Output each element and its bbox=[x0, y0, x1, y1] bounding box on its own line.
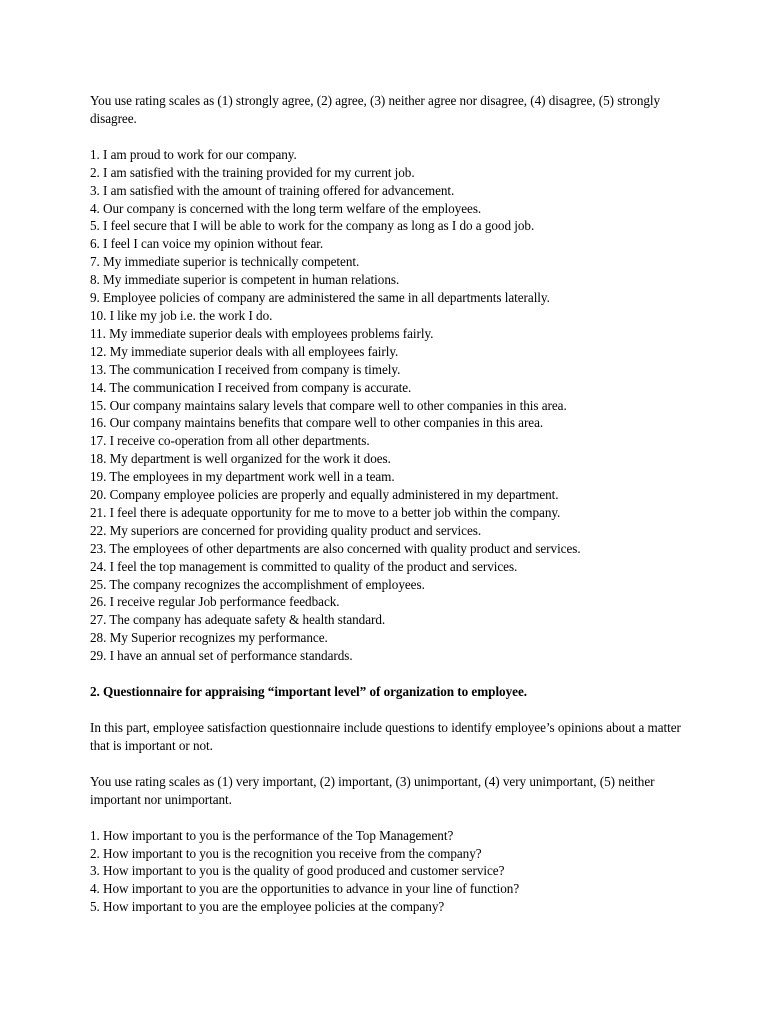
question-item: 10. I like my job i.e. the work I do. bbox=[90, 307, 273, 323]
question-item: 26. I receive regular Job performance feedback. bbox=[90, 594, 340, 610]
question-item: 5. How important to you are the employee policies at the company? bbox=[90, 899, 445, 915]
question-item: 17. I receive co-operation from all other departments. bbox=[90, 433, 370, 449]
question-item: 1. I am proud to work for our company. bbox=[90, 146, 297, 162]
document-page bbox=[90, 92, 690, 916]
question-item: 8. My immediate superior is competent in human relations. bbox=[90, 272, 400, 288]
question-item: 16. Our company maintains benefits that compare well to other companies in this area. bbox=[90, 415, 544, 431]
question-item: 22. My superiors are concerned for providing quality product and services. bbox=[90, 522, 482, 538]
question-item: 24. I feel the top management is committed to quality of the product and services. bbox=[90, 558, 518, 574]
section1-question-list bbox=[90, 146, 690, 665]
question-item: 3. How important to you is the quality of good produced and customer service? bbox=[90, 863, 505, 879]
question-item: 4. How important to you are the opportunities to advance in your line of function? bbox=[90, 881, 520, 897]
question-item: 28. My Superior recognizes my performance. bbox=[90, 630, 328, 646]
question-item: 25. The company recognizes the accomplishment of employees. bbox=[90, 576, 425, 592]
question-item: 2. How important to you is the recognition you receive from the company? bbox=[90, 845, 482, 861]
spacer bbox=[90, 701, 690, 719]
question-item: 29. I have an annual set of performance standards. bbox=[90, 648, 353, 664]
section2-heading: 2. Questionnaire for appraising “important level” of organization to employee. bbox=[90, 684, 527, 700]
question-item: 11. My immediate superior deals with employees problems fairly. bbox=[90, 325, 434, 341]
question-item: 1. How important to you is the performance of the Top Management? bbox=[90, 827, 454, 843]
spacer bbox=[90, 755, 690, 773]
question-item: 2. I am satisfied with the training provided for my current job. bbox=[90, 164, 415, 180]
question-item: 4. Our company is concerned with the long term welfare of the employees. bbox=[90, 200, 482, 216]
question-item: 3. I am satisfied with the amount of training offered for advancement. bbox=[90, 182, 455, 198]
question-item: 19. The employees in my department work well in a team. bbox=[90, 469, 395, 485]
question-item: 23. The employees of other departments are also concerned with quality product and services. bbox=[90, 540, 581, 556]
spacer bbox=[90, 128, 690, 146]
question-item: 14. The communication I received from company is accurate. bbox=[90, 379, 412, 395]
question-item: 15. Our company maintains salary levels that compare well to other companies in this area. bbox=[90, 397, 567, 413]
question-item: 13. The communication I received from company is timely. bbox=[90, 361, 401, 377]
section1-rating-intro: You use rating scales as (1) strongly agree, (2) agree, (3) neither agree nor disagree, (4) disagree, (5) strongly disagree. bbox=[90, 93, 661, 126]
spacer bbox=[90, 665, 690, 683]
question-item: 18. My department is well organized for the work it does. bbox=[90, 451, 391, 467]
question-item: 5. I feel secure that I will be able to work for the company as long as I do a good job. bbox=[90, 218, 535, 234]
question-item: 27. The company has adequate safety & health standard. bbox=[90, 612, 386, 628]
section2-rating-intro: You use rating scales as (1) very important, (2) important, (3) unimportant, (4) very unimportant, (5) neither important nor unimportant. bbox=[90, 773, 655, 807]
question-item: 7. My immediate superior is technically competent. bbox=[90, 254, 360, 270]
spacer bbox=[90, 809, 690, 827]
question-item: 12. My immediate superior deals with all employees fairly. bbox=[90, 343, 399, 359]
question-item: 21. I feel there is adequate opportunity for me to move to a better job within the company. bbox=[90, 504, 561, 520]
section2-description: In this part, employee satisfaction questionnaire include questions to identify employee’s opinions about a matter that is important or not. bbox=[90, 720, 681, 753]
question-item: 20. Company employee policies are properly and equally administered in my department. bbox=[90, 487, 559, 503]
question-item: 6. I feel I can voice my opinion without fear. bbox=[90, 236, 324, 252]
section2-question-list bbox=[90, 827, 690, 917]
question-item: 9. Employee policies of company are administered the same in all departments laterally. bbox=[90, 290, 550, 306]
